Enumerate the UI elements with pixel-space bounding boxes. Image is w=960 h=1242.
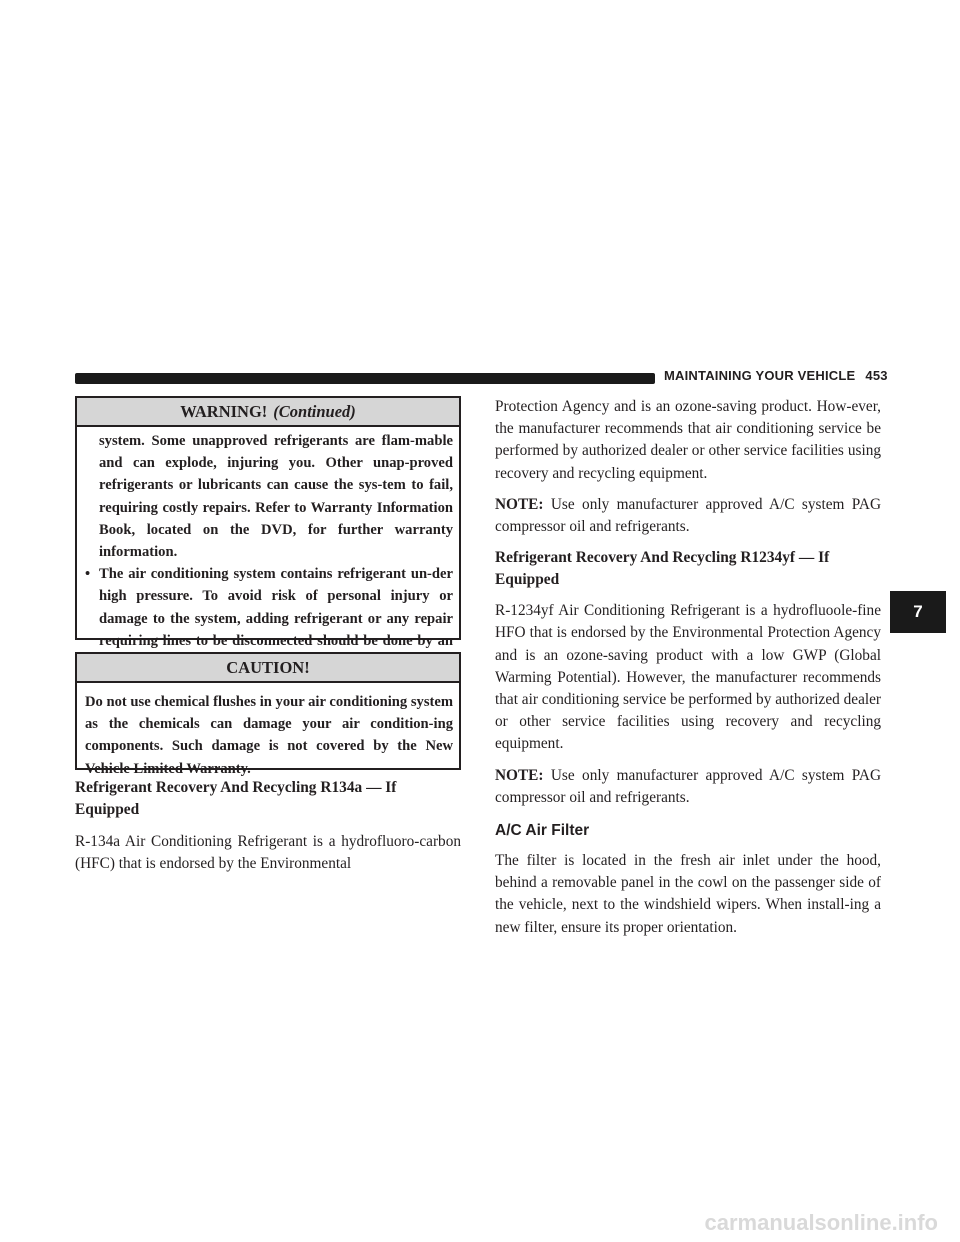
warning-title [77, 398, 459, 427]
note-label: NOTE: [495, 495, 544, 513]
continued-label: (Continued) [273, 402, 356, 421]
warning-box [75, 396, 461, 649]
r1234yf-text: R-1234yf Air Conditioning Refrigerant is a hydrofluoole-fine HFO that is endorsed by the Environmental Protection Agency and is an ozone-saving product with a low GWP (Global Warming Potential). However, the manufacturer recommends that air conditioning service be performed by authorized dealer or other service facilities using recovery and recycling equipment. [495, 602, 881, 753]
note-2-text: Use only manufacturer approved A/C system PAG compressor oil and refrigerants. [495, 766, 881, 806]
r134a-continued-text: Protection Agency and is an ozone-saving product. How-ever, the manufacturer recommends that air conditioning service be performed by authorized dealer or other service facilities using recovery and recycling equipment. [495, 398, 881, 482]
r134a-text: R-134a Air Conditioning Refrigerant is a hydrofluoro-carbon (HFC) that is endorsed by the Environmental [75, 833, 461, 873]
page-number: 453 [865, 368, 888, 383]
note-1-text: Use only manufacturer approved A/C system PAG compressor oil and refrigerants. [495, 495, 881, 536]
watermark-text: carmanualsonline.info [704, 1210, 938, 1235]
chapter-tab: 7 [890, 591, 946, 633]
left-column [75, 777, 461, 875]
filter-text: The filter is located in the fresh air inlet under the hood, behind a removable panel in the cowl on the passenger side of the vehicle, next to the windshield wipers. When install-ing a new filter, ensure its proper orientation. [495, 852, 881, 936]
right-column [495, 396, 881, 939]
note-2 [495, 765, 881, 809]
caution-box [75, 652, 461, 777]
header-rule [75, 373, 655, 384]
caution-title: CAUTION! [77, 654, 459, 683]
note-label: NOTE: [495, 766, 544, 784]
note-1 [495, 494, 881, 538]
warning-label: WARNING! [180, 402, 268, 421]
section-title: MAINTAINING YOUR VEHICLE [664, 368, 856, 383]
bullet-icon: • [85, 566, 91, 583]
caution-text: Do not use chemical flushes in your air conditioning system as the chemicals can damage your air condition-ing components. Such damage is not covered by the New Vehicle Limited Warranty. [85, 694, 453, 777]
running-header [664, 368, 888, 383]
caution-body [77, 683, 459, 786]
warning-body [77, 427, 459, 680]
filter-heading: A/C Air Filter [495, 822, 590, 840]
r1234yf-heading: Refrigerant Recovery And Recycling R1234yf — If Equipped [495, 549, 830, 589]
warning-continuation-text: system. Some unapproved refrigerants are flam-mable and can explode, injuring you. Other unap-proved refrigerants or lubricants can cause the sys-tem to fail, requiring costly repairs. Refer to Warranty Information Book, located on the DVD, for further warranty information. [99, 433, 453, 561]
warning-bullet-text: The air conditioning system contains refrigerant un-der high pressure. To avoid risk of personal injury or damage to the system, adding refrigerant or any repair requiring lines to be disconnected should be done by an [99, 566, 453, 649]
r134a-heading: Refrigerant Recovery And Recycling R134a — If Equipped [75, 779, 397, 818]
